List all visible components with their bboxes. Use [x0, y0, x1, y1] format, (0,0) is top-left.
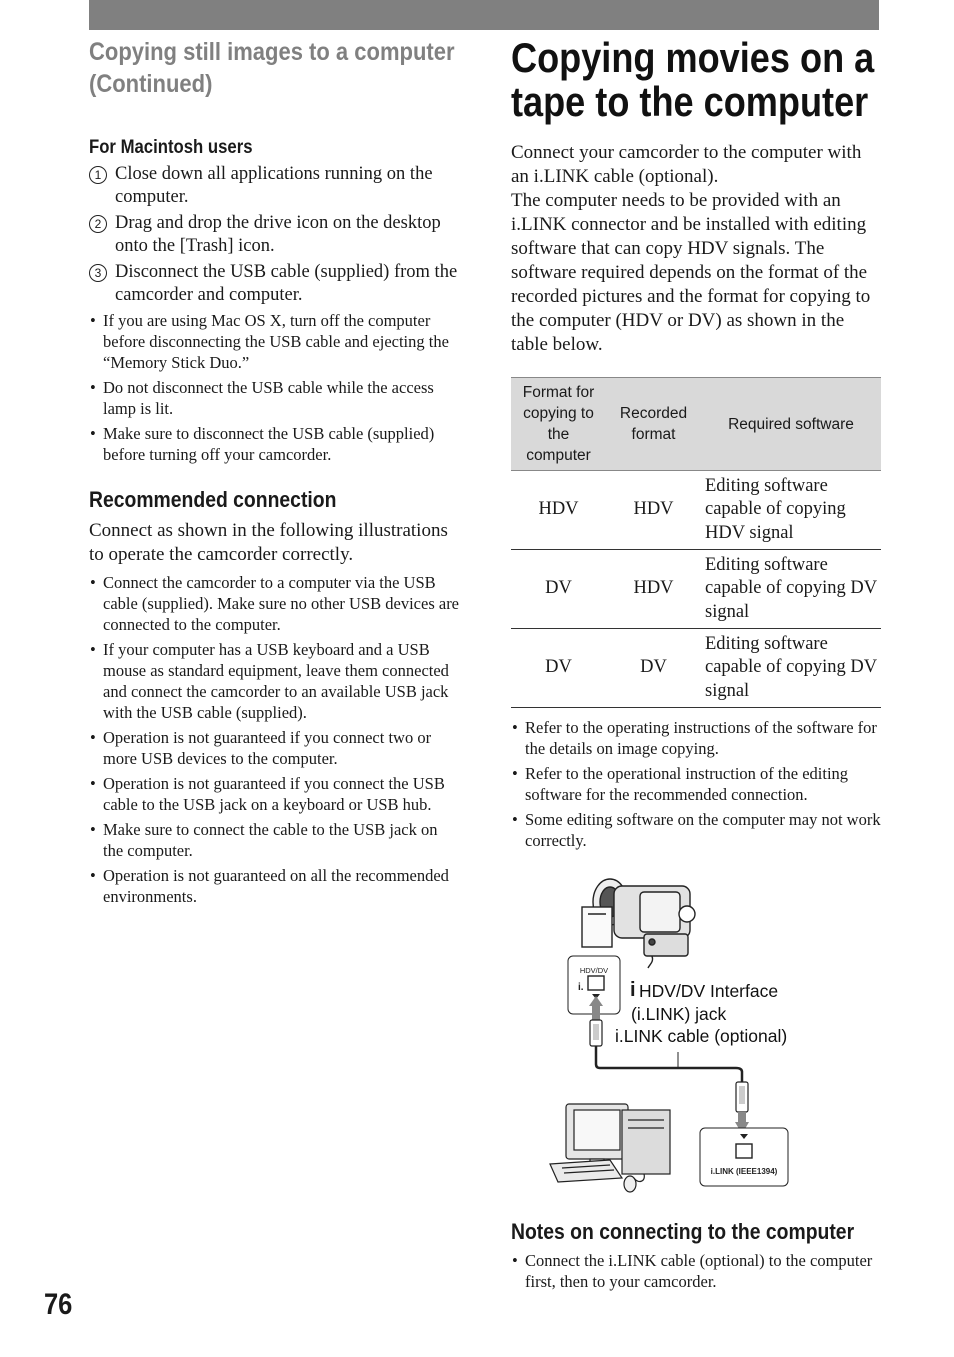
list-item: • Operation is not guaranteed if you connect the USB cable to the USB jack on a keyboard or USB hub.: [89, 773, 459, 815]
table-cell: Editing software capable of copying DV signal: [701, 629, 881, 708]
recommended-intro: Connect as shown in the following illustrations to operate the camcorder correctly.: [89, 520, 448, 565]
mac-notes: [89, 310, 459, 465]
column-header-recorded-format: Recorded format: [606, 378, 701, 471]
list-item: • Do not disconnect the USB cable while the access lamp is lit.: [89, 377, 459, 419]
column-header-copy-format: Format for copying to the computer: [511, 378, 606, 471]
table-cell: Editing software capable of copying HDV signal: [701, 471, 881, 550]
computer-illustration: [550, 1104, 670, 1192]
camcorder-illustration: [582, 879, 695, 968]
step-number: 3: [89, 264, 107, 282]
recommended-heading: Recommended connection: [89, 487, 337, 512]
mac-heading: For Macintosh users: [89, 137, 253, 158]
column-header-required-software: Required software: [701, 378, 881, 471]
table-cell: DV: [511, 629, 606, 708]
list-item: • Operation is not guaranteed on all the recommended environments.: [89, 865, 459, 907]
step-text: Close down all applications running on the computer.: [115, 164, 433, 207]
step-1: [89, 163, 459, 209]
step-3: [89, 261, 459, 307]
software-table: [511, 377, 881, 708]
list-item: • If you are using Mac OS X, turn off the computer before disconnecting the USB cable and ejecting the “Memory Stick Duo.”: [89, 310, 459, 373]
ilink-logo-icon: i.: [578, 982, 584, 993]
list-item: • Operation is not guaranteed if you connect two or more USB devices to the computer.: [89, 727, 459, 769]
table-cell: DV: [511, 550, 606, 629]
list-item: • Refer to the operational instruction of the editing software for the recommended connection.: [511, 763, 881, 805]
step-2: [89, 212, 459, 258]
list-item: • Connect the camcorder to a computer via the USB cable (supplied). Make sure no other USB devices are connected to the computer.: [89, 572, 459, 635]
table-cell: Editing software capable of copying DV signal: [701, 550, 881, 629]
list-item: • Some editing software on the computer may not work correctly.: [511, 809, 881, 851]
notes-heading: Notes on connecting to the computer: [511, 1219, 855, 1244]
camcorder-plug: [589, 996, 603, 1046]
connection-diagram: [540, 872, 840, 1197]
computer-port-box: [700, 1128, 788, 1186]
list-item: • If your computer has a USB keyboard and a USB mouse as standard equipment, leave them connected and connect the camcorder to an available USB jack with the USB cable (supplied).: [89, 639, 459, 723]
left-column: [89, 36, 459, 911]
list-item: • Make sure to disconnect the USB cable (supplied) before turning off your camcorder.: [89, 423, 459, 465]
recommended-notes: [89, 572, 459, 907]
page-title: Copying movies on a tape to the computer: [511, 34, 875, 125]
notes-section: [511, 1218, 881, 1296]
pc-port-label: i.LINK (IEEE1394): [710, 1167, 778, 1176]
section-title: Copying still images to a computer (Continued): [89, 38, 455, 98]
table-header-row: [511, 378, 881, 471]
table-cell: HDV: [511, 471, 606, 550]
list-item: • Connect the i.LINK cable (optional) to the computer first, then to your camcorder.: [511, 1250, 881, 1292]
table-row: [511, 471, 881, 550]
computer-plug: [735, 1082, 749, 1134]
ilink-logo-icon: i: [630, 979, 636, 1001]
list-item: • Make sure to connect the cable to the USB jack on the computer.: [89, 819, 459, 861]
intro-paragraph-1: Connect your camcorder to the computer with an i.LINK cable (optional).: [511, 142, 862, 187]
intro-paragraph-2: The computer needs to be provided with an i.LINK connector and be installed with editing software that can copy HDV signals. The software required depends on the format of the recorded pictures and the format for copying to the computer (HDV or DV) as shown in the table below.: [511, 190, 871, 355]
table-cell: DV: [606, 629, 701, 708]
notes-list: [511, 1250, 881, 1292]
ilink-port-icon: [736, 1144, 752, 1158]
software-notes: [511, 717, 881, 851]
step-number: 1: [89, 166, 107, 184]
table-cell: HDV: [606, 471, 701, 550]
mac-steps: [89, 163, 459, 307]
step-number: 2: [89, 215, 107, 233]
right-column: [511, 36, 881, 855]
interface-label: HDV/DV Interface: [639, 981, 779, 1001]
step-text: Drag and drop the drive icon on the desktop onto the [Trash] icon.: [115, 213, 441, 256]
table-row: [511, 550, 881, 629]
jack-label-top: HDV/DV: [579, 966, 609, 975]
page-number: 76: [44, 1288, 73, 1321]
ilink-cable: [596, 1046, 742, 1082]
list-item: • Refer to the operating instructions of the software for the details on image copying.: [511, 717, 881, 759]
header-bar: [89, 0, 879, 30]
table-row: [511, 629, 881, 708]
table-cell: HDV: [606, 550, 701, 629]
interface-label-jack: (i.LINK) jack: [631, 1004, 727, 1024]
cable-label: i.LINK cable (optional): [615, 1026, 788, 1046]
step-text: Disconnect the USB cable (supplied) from the camcorder and computer.: [115, 262, 458, 305]
